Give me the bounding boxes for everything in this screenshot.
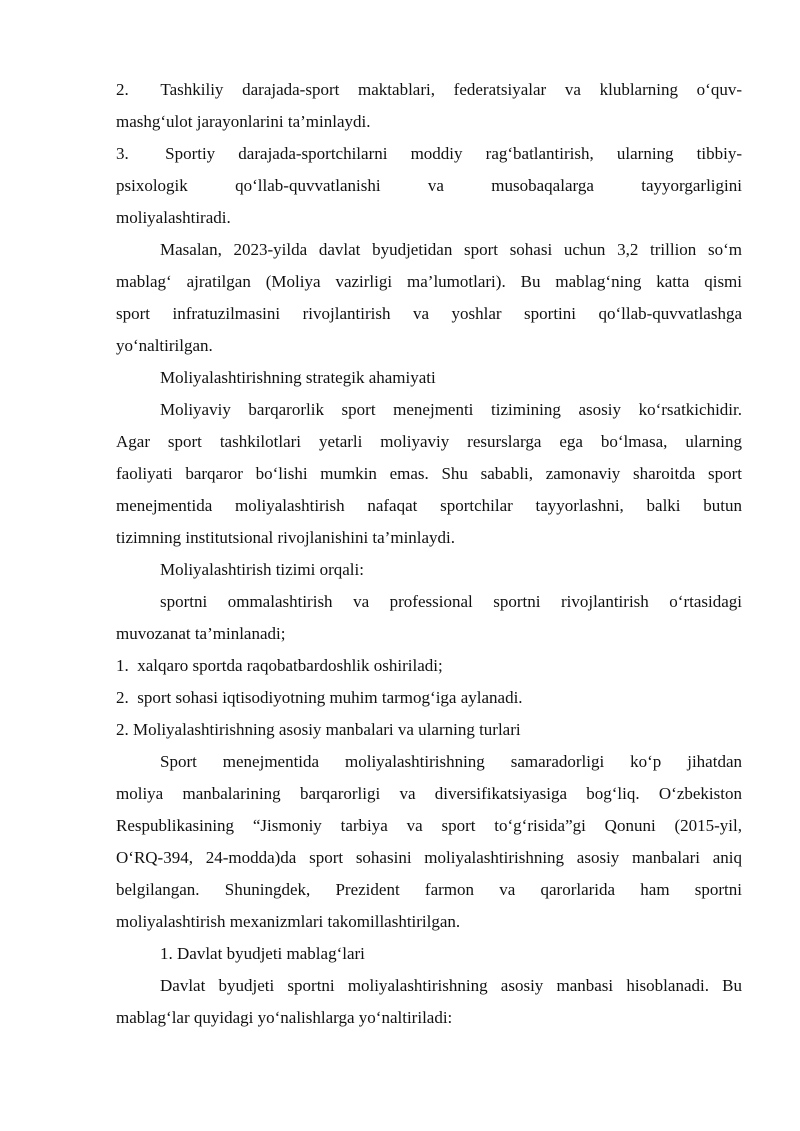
item-number: 3. [116, 144, 129, 163]
numbered-paragraph-2-line-1 [116, 74, 742, 106]
paragraph-budget-line-2: mablag‘ ajratilgan (Moliya vazirligi ma’lumotlari). Bu mablag‘ning katta qismi [116, 272, 742, 291]
item-number: 2. [116, 80, 129, 99]
section-heading-strategic: Moliyalashtirishning strategik ahamiyati [160, 368, 436, 387]
list-item [116, 682, 742, 714]
paragraph-sources-line-2: moliya manbalarining barqarorligi va diversifikatsiyasiga bog‘liq. O‘zbekiston [116, 784, 742, 803]
paragraph-text: Sportiy darajada-sportchilarni moddiy rag‘batlantirish, ularning tibbiy- [165, 144, 742, 163]
numbered-paragraph-3-line-3: moliyalashtiradi. [116, 208, 231, 227]
numbered-paragraph-2-line-2: mashg‘ulot jarayonlarini ta’minlaydi. [116, 112, 371, 131]
word: musobaqalarga [491, 176, 594, 195]
paragraph-sources-line-3: Respublikasining “Jismoniy tarbiya va sport to‘g‘risida”gi Qonuni (2015-yil, [116, 816, 742, 835]
list-item-number: 1. [116, 656, 129, 675]
paragraph-stability-line-5: tizimning institutsional rivojlanishini ta’minlaydi. [116, 528, 456, 547]
list-item-text: sport sohasi iqtisodiyotning muhim tarmog‘iga aylanadi. [137, 688, 523, 707]
word: psixologik [116, 176, 188, 195]
paragraph-budget-line-3: sport infratuzilmasini rivojlantirish va yoshlar sportini qo‘llab-quvvatlashga [116, 304, 742, 323]
paragraph-balance-line-1: sportni ommalashtirish va professional sportni rivojlantirish o‘rtasidagi [160, 592, 742, 611]
paragraph-system-intro: Moliyalashtirish tizimi orqali: [160, 560, 364, 579]
numbered-paragraph-3-line-1 [116, 138, 742, 170]
paragraph-stability-line-4: menejmentida moliyalashtirish nafaqat sportchilar tayyorlashni, balki butun [116, 496, 742, 515]
paragraph-state-budget-line-2: mablag‘lar quyidagi yo‘nalishlarga yo‘naltiriladi: [116, 1008, 453, 1027]
document-body [116, 74, 742, 1034]
paragraph-sources-line-5: belgilangan. Shuningdek, Prezident farmon va qarorlarida ham sportni [116, 880, 742, 899]
paragraph-sources-line-4: O‘RQ-394, 24-modda)da sport sohasini moliyalashtirishning asosiy manbalari aniq [116, 848, 742, 867]
paragraph-budget-line-4: yo‘naltirilgan. [116, 336, 213, 355]
paragraph-text: Tashkiliy darajada-sport maktablari, federatsiyalar va klublarning o‘quv- [160, 80, 742, 99]
numbered-paragraph-3-line-2 [116, 170, 742, 202]
paragraph-sources-line-1: Sport menejmentida moliyalashtirishning samaradorligi ko‘p jihatdan [160, 752, 742, 771]
subheading-state-budget: 1. Davlat byudjeti mablag‘lari [160, 944, 365, 963]
word: tayyorgarligini [641, 176, 742, 195]
paragraph-balance-line-2: muvozanat ta’minlanadi; [116, 624, 286, 643]
paragraph-stability-line-2: Agar sport tashkilotlari yetarli moliyaviy resurslarga ega bo‘lmasa, ularning [116, 432, 742, 451]
word: qo‘llab-quvvatlanishi [235, 176, 381, 195]
paragraph-state-budget-line-1: Davlat byudjeti sportni moliyalashtirishning asosiy manbasi hisoblanadi. Bu [160, 976, 742, 995]
paragraph-stability-line-3: faoliyati barqaror bo‘lishi mumkin emas. Shu sababli, zamonaviy sharoitda sport [116, 464, 742, 483]
paragraph-stability-line-1: Moliyaviy barqarorlik sport menejmenti tizimining asosiy ko‘rsatkichidir. [160, 400, 742, 419]
list-item-text: xalqaro sportda raqobatbardoshlik oshiriladi; [137, 656, 443, 675]
paragraph-budget-line-1: Masalan, 2023-yilda davlat byudjetidan sport sohasi uchun 3,2 trillion so‘m [160, 240, 742, 259]
list-item [116, 650, 742, 682]
paragraph-sources-line-6: moliyalashtirish mexanizmlari takomillashtirilgan. [116, 912, 461, 931]
list-item-number: 2. [116, 688, 129, 707]
section-heading-sources: 2. Moliyalashtirishning asosiy manbalari va ularning turlari [116, 720, 521, 739]
word: va [427, 176, 444, 195]
